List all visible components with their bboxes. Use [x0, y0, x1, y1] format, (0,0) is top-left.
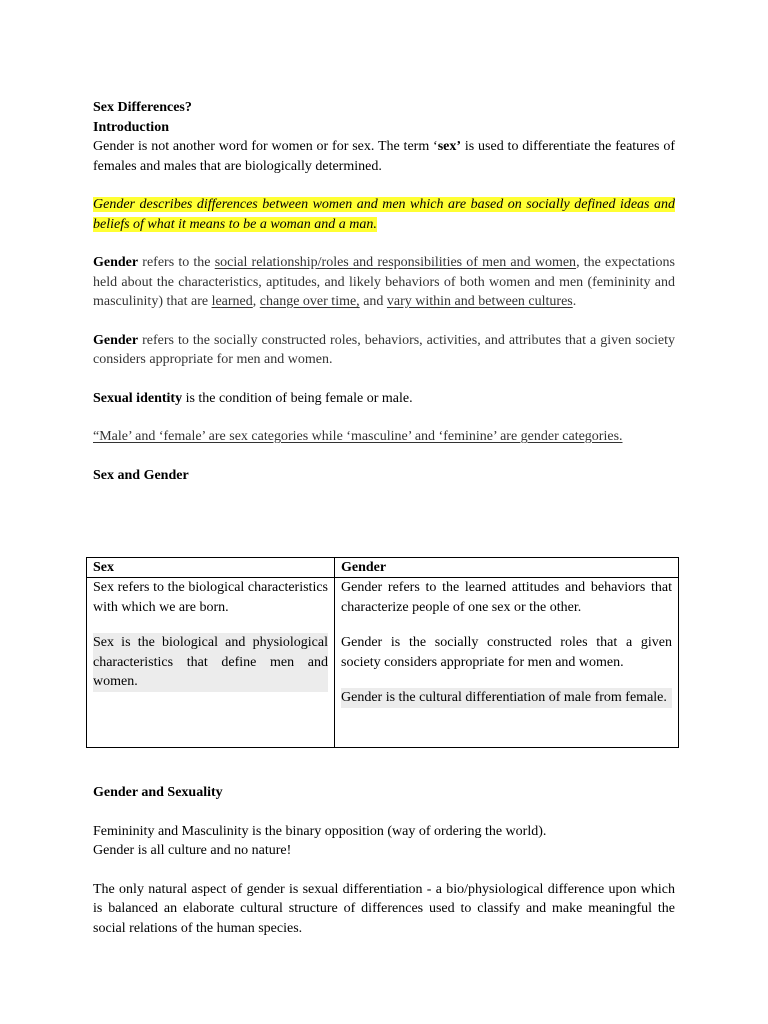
sexuality-heading: Gender and Sexuality	[93, 785, 223, 800]
table-header-row	[87, 558, 679, 578]
intro-section	[93, 98, 675, 485]
column-header-sex: Sex	[87, 558, 335, 578]
binary-opposition-line: Femininity and Masculinity is the binary opposition (way of ordering the world).	[93, 823, 547, 839]
sexuality-section	[93, 783, 675, 938]
culture-nature-line: Gender is all culture and no nature!	[93, 843, 292, 858]
sex-cell	[87, 578, 335, 748]
gender-definition-2: Gender is the socially constructed roles that a given society considers appropriate for men and women.	[341, 635, 672, 670]
highlighted-definition: Gender describes differences between women and men which are based on socially defined ideas and beliefs of what it means to be a woman and a man.	[93, 197, 675, 232]
column-header-gender: Gender	[335, 558, 679, 578]
sex-definition-2: Sex is the biological and physiological characteristics that define men and women.	[93, 633, 328, 692]
document-title: Sex Differences?	[93, 100, 192, 115]
natural-aspect-paragraph: The only natural aspect of gender is sexual differentiation - a bio/physiological difference upon which is balanced an elaborate cultural structure of differences used to classify and make meaningful the social relations of the human species.	[93, 881, 675, 936]
table-row	[87, 578, 679, 748]
intro-heading: Introduction	[93, 119, 169, 135]
gender-definition-3: Gender is the cultural differentiation of male from female.	[341, 688, 672, 708]
gender-roles-paragraph: Gender refers to the socially constructed roles, behaviors, activities, and attributes that a given society considers appropriate for men and women.	[93, 332, 675, 367]
gender-cell	[335, 578, 679, 748]
sex-gender-heading: Sex and Gender	[93, 467, 189, 483]
sex-gender-table	[86, 557, 679, 748]
intro-paragraph: Gender is not another word for women or for sex. The term ‘sex’ is used to differentiate the features of females and males that are biologically determined.	[93, 139, 675, 174]
categories-paragraph: “Male’ and ‘female’ are sex categories while ‘masculine’ and ‘feminine’ are gender categories.	[93, 429, 623, 444]
sexual-identity-paragraph: Sexual identity is the condition of being female or male.	[93, 390, 413, 406]
gender-definition-paragraph: Gender refers to the social relationship/roles and responsibilities of men and women, the expectations held about the characteristics, aptitudes, and likely behaviors of both women and men (femininity and masculinity) that are learned, change over time, and vary within and between cultures.	[93, 255, 676, 309]
sex-definition-1: Sex refers to the biological characteristics with which we are born.	[93, 580, 328, 615]
gender-definition-1: Gender refers to the learned attitudes and behaviors that characterize people of one sex or the other.	[341, 580, 672, 615]
